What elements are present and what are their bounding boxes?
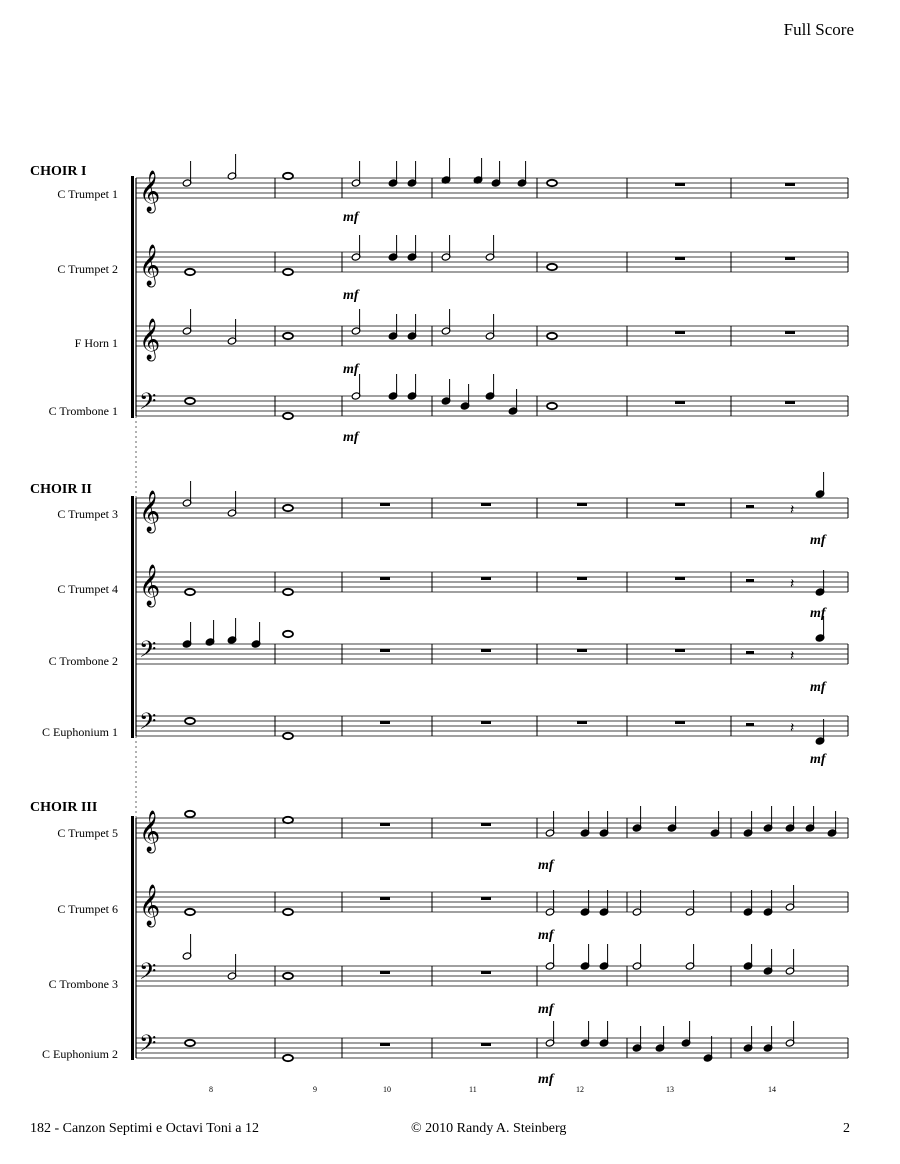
whole-rest [380,823,390,826]
whole-rest [785,183,795,186]
whole-note [185,811,195,817]
whole-note [185,269,195,275]
copyright: © 2010 Randy A. Steinberg [411,1121,567,1136]
notes [182,154,837,1062]
whole-rest [785,257,795,260]
treble-clef-icon: 𝄞 [139,811,161,852]
whole-note [185,398,195,404]
whole-rest [577,503,587,506]
choir-3-title: CHOIR III [30,800,98,815]
system-bracket [131,496,134,738]
instrument-label: C Trumpet 5 [57,826,118,840]
measure-number: 9 [313,1085,317,1094]
treble-clef-icon: 𝄞 [139,491,161,532]
half-rest [746,723,754,726]
whole-rest [675,183,685,186]
page-number: 2 [843,1121,850,1136]
whole-note [185,909,195,915]
bass-clef-icon: 𝄢 [139,1031,157,1062]
whole-rest [380,1043,390,1046]
instrument-label: C Trumpet 1 [57,187,118,201]
whole-rest [481,1043,491,1046]
whole-rest [785,331,795,334]
half-rest [746,579,754,582]
whole-rest [785,401,795,404]
whole-note [283,817,293,823]
whole-rest [675,721,685,724]
dynamic-mf: mf [810,533,826,548]
dynamic-mf: mf [343,210,359,225]
dynamic-mf: mf [538,858,554,873]
score-type-label: Full Score [783,20,854,39]
measure-number: 13 [666,1085,674,1094]
system-bracket [131,816,134,1060]
whole-rest [380,503,390,506]
bass-clef-icon: 𝄢 [139,959,157,990]
dynamic-mf: mf [343,362,359,377]
choir-2-title: CHOIR II [30,482,92,497]
clefs [139,170,160,1062]
instrument-label: C Trombone 2 [48,654,118,668]
measure-number: 10 [383,1085,391,1094]
bass-clef-icon: 𝄢 [139,637,157,668]
whole-rest [481,897,491,900]
whole-note [283,333,293,339]
treble-clef-icon: 𝄞 [139,319,161,360]
instrument-label: C Trumpet 3 [57,507,118,521]
whole-note [283,909,293,915]
instrument-label: C Euphonium 1 [41,725,118,739]
quarter-rest: 𝄽 [790,502,795,518]
whole-rest [481,503,491,506]
whole-rest [481,823,491,826]
instrument-label: F Horn 1 [74,336,118,350]
whole-rest [380,649,390,652]
choir-1-title: CHOIR I [30,164,87,179]
half-rest [746,651,754,654]
dynamic-mf: mf [343,430,359,445]
dynamic-mf: mf [538,1002,554,1017]
whole-rest [481,649,491,652]
whole-note [547,333,557,339]
whole-rest [675,257,685,260]
whole-rest [675,331,685,334]
whole-rest [577,577,587,580]
quarter-rest: 𝄽 [790,648,795,664]
whole-note [283,973,293,979]
whole-rest [577,721,587,724]
whole-rest [481,721,491,724]
bass-clef-icon: 𝄢 [139,709,157,740]
treble-clef-icon: 𝄞 [139,565,161,606]
instrument-label: C Euphonium 2 [41,1047,118,1061]
instrument-label: C Trombone 3 [48,977,118,991]
whole-rest [380,577,390,580]
whole-rest [675,649,685,652]
dynamic-mf: mf [810,606,826,621]
measure-number: 12 [576,1085,584,1094]
instrument-label: C Trombone 1 [48,404,118,418]
dynamic-mf: mf [810,680,826,695]
dynamic-mf: mf [538,928,554,943]
whole-note [547,180,557,186]
system-bracket [131,176,134,418]
whole-note [185,718,195,724]
bass-clef-icon: 𝄢 [139,389,157,420]
instrument-label: C Trumpet 4 [57,582,118,596]
whole-rest [675,401,685,404]
whole-rest [380,897,390,900]
dynamic-mf: mf [343,288,359,303]
whole-note [283,631,293,637]
staff-lines [136,178,848,1058]
whole-rest [481,971,491,974]
whole-rest [577,649,587,652]
treble-clef-icon: 𝄞 [139,885,161,926]
treble-clef-icon: 𝄞 [139,245,161,286]
whole-note [283,589,293,595]
barlines [131,176,848,1060]
dynamic-mf: mf [810,752,826,767]
treble-clef-icon: 𝄞 [139,171,161,212]
whole-note [283,505,293,511]
half-rest [746,505,754,508]
measure-number: 14 [768,1085,776,1094]
measure-number: 11 [469,1085,477,1094]
piece-title: 182 - Canzon Septimi e Octavi Toni a 12 [30,1121,259,1136]
whole-note [283,413,293,419]
whole-rest [675,577,685,580]
whole-note [283,1055,293,1061]
whole-note [547,403,557,409]
measure-number: 8 [209,1085,213,1094]
whole-note [283,733,293,739]
whole-note [185,589,195,595]
instrument-label: C Trumpet 6 [57,902,118,916]
whole-rest [481,577,491,580]
whole-rest [675,503,685,506]
whole-note [185,1040,195,1046]
quarter-rest: 𝄽 [790,576,795,592]
whole-rest [380,721,390,724]
whole-note [283,173,293,179]
instrument-label: C Trumpet 2 [57,262,118,276]
quarter-rest: 𝄽 [790,720,795,736]
whole-note [283,269,293,275]
whole-rest [380,971,390,974]
whole-note [547,264,557,270]
dynamic-mf: mf [538,1072,554,1087]
